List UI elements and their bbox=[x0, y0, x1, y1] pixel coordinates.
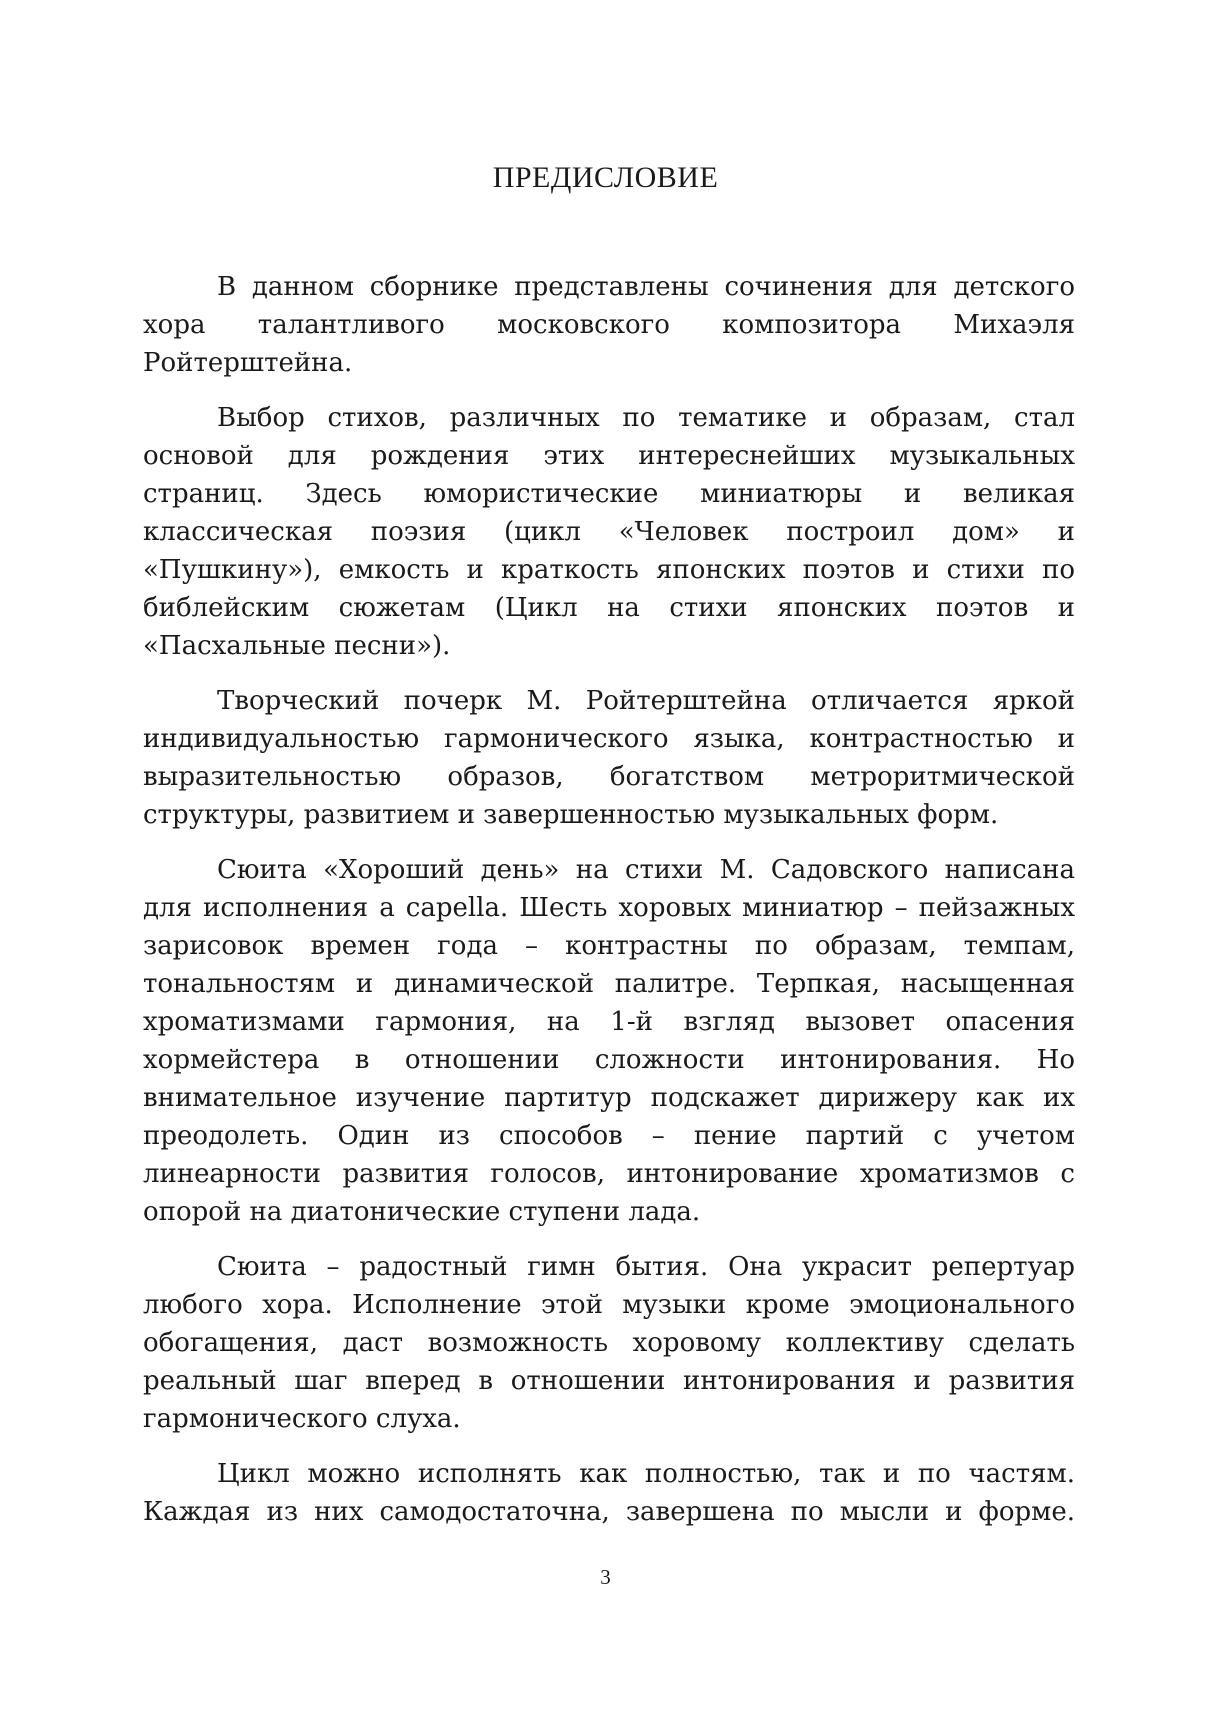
paragraph-suite-praise: Сюита – радостный гимн бытия. Она украсит репертуар любого хора. Исполнение этой музыки кроме эмоционального обогащения, даст возможность хоровому коллективу сделать реальный шаг вперед в отношении интонирования и развития гармонического слуха. bbox=[143, 1252, 1075, 1434]
paragraph-suite-description: Сюита «Хороший день» на стихи М. Садовского написана для исполнения a capella. Шесть хоровых миниатюр – пейзажных зарисовок времен года – контрастны по образам, темпам, тональностям и динамической палитре. Терпкая, насыщенная хроматизмами гармония, на 1-й взгляд вызовет опасения хормейстера в отношении сложности интонирования. Но внимательное изучение партитур подскажет дирижеру как их преодолеть. Один из способов – пение партий с учетом линеарности развития голосов, интонирование хроматизмов с опорой на диатонические ступени лада. bbox=[143, 855, 1075, 1227]
paragraph-poetry-choice: Выбор стихов, различных по тематике и образам, стал основой для рождения этих интереснейших музыкальных страниц. Здесь юмористические миниатюры и великая классическая поэзия (цикл «Человек построил дом» и «Пушкину»), емкость и краткость японских поэтов и стихи по библейским сюжетам (Цикл на стихи японских поэтов и «Пасхальные песни»). bbox=[143, 403, 1075, 661]
page-title: ПРЕДИСЛОВИЕ bbox=[492, 161, 719, 194]
paragraph-creative-style: Творческий почерк М. Ройтерштейна отличается яркой индивидуальностью гармонического языка, контрастностью и выразительностью образов, богатством метроритмической структуры, развитием и завершенностью музыкальных форм. bbox=[143, 686, 1075, 830]
paragraph-performance-note: Цикл можно исполнять как полностью, так и по частям. Каждая из них самодостаточна, завершена по мысли и форме. bbox=[143, 1459, 1075, 1527]
page-number: 3 bbox=[600, 1565, 611, 1589]
preface-body bbox=[143, 268, 1075, 1548]
paragraph-intro: В данном сборнике представлены сочинения для детского хора талантливого московского композитора Михаэля Ройтерштейна. bbox=[143, 272, 1075, 378]
